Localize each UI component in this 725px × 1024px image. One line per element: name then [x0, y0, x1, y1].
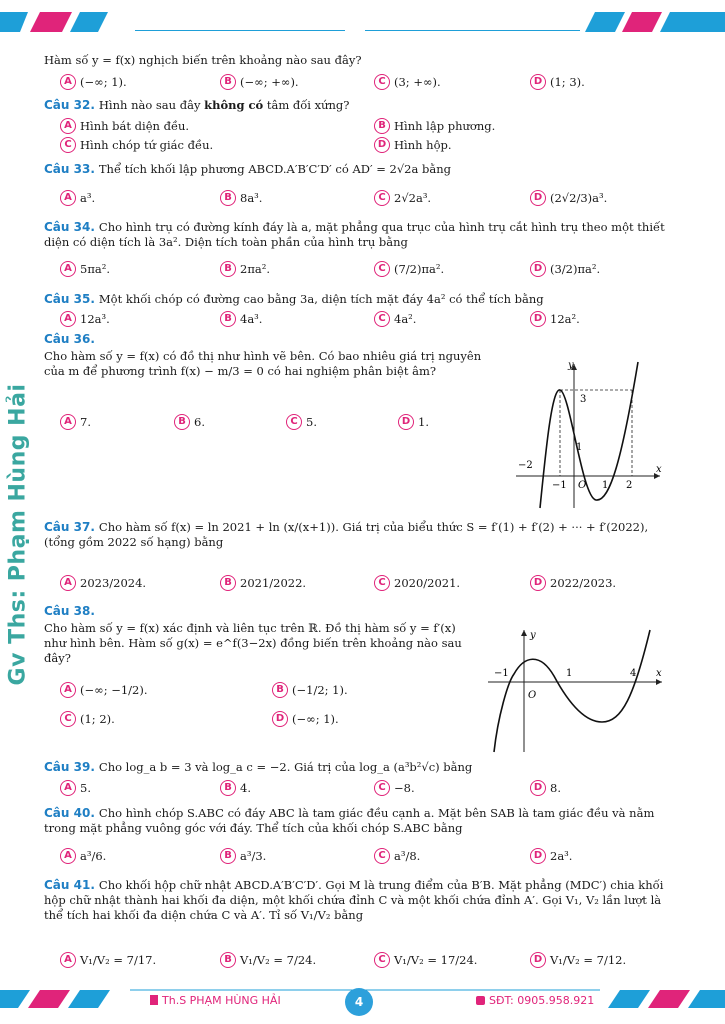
curve: [494, 630, 650, 752]
option-d[interactable]: D 8.: [530, 780, 561, 796]
option-b[interactable]: B 4a³.: [220, 311, 262, 327]
option-c[interactable]: C 2√2a³.: [374, 190, 431, 206]
label-x2: 2: [626, 480, 633, 491]
option-c[interactable]: C Hình chóp tứ giác đều.: [60, 137, 213, 153]
option-d[interactable]: D Hình hộp.: [374, 137, 452, 153]
option-d[interactable]: D 12a².: [530, 311, 580, 327]
option-d[interactable]: D 2022/2023.: [530, 575, 616, 591]
option-a[interactable]: A (−∞; 1).: [60, 74, 127, 90]
label-x: x: [656, 668, 662, 679]
option-a[interactable]: A a³.: [60, 190, 95, 206]
option-d[interactable]: D (3/2)πa².: [530, 261, 600, 277]
question-38: Câu 38. Cho hàm số y = f(x) xác định và liên tục trên ℝ. Đồ thị hàm số y = f′(x) như hình bên. Hàm số g(x) = e^f(3−2x) đồng biến trên khoảng nào sau đây?: [44, 604, 462, 665]
option-c[interactable]: C a³/8.: [374, 848, 420, 864]
label-4: 4: [630, 668, 637, 679]
label-1: 1: [566, 668, 573, 679]
question-34: Câu 34. Cho hình trụ có đường kính đáy là a, mặt phẳng qua trục của hình trụ cắt hình trụ theo một thiết diện có diện tích là 3a². Diện tích toàn phần của hình trụ bằng: [44, 220, 665, 249]
phone-icon: [476, 996, 485, 1005]
option-a[interactable]: A 5.: [60, 780, 91, 796]
option-a[interactable]: A (−∞; −1/2).: [60, 682, 148, 698]
label-1: 1: [576, 442, 583, 453]
option-b[interactable]: B Hình lập phương.: [374, 118, 495, 134]
option-a[interactable]: A 5πa².: [60, 261, 110, 277]
option-b[interactable]: B V₁/V₂ = 7/24.: [220, 952, 316, 968]
label-x1: 1: [602, 480, 609, 491]
option-a[interactable]: A a³/6.: [60, 848, 106, 864]
graph-f-x: [510, 358, 670, 516]
option-c[interactable]: C −8.: [374, 780, 415, 796]
option-b[interactable]: B a³/3.: [220, 848, 266, 864]
option-c[interactable]: C 4a².: [374, 311, 416, 327]
label-origin: O: [578, 480, 587, 491]
graph-f-prime: [484, 626, 669, 756]
question-text: Hàm số y = f(x) nghịch biến trên khoảng nào sau đây?: [44, 53, 362, 67]
option-d[interactable]: D V₁/V₂ = 7/12.: [530, 952, 626, 968]
question-35: Câu 35. Một khối chóp có đường cao bằng 3a, diện tích mặt đáy 4a² có thể tích bằng: [44, 292, 544, 306]
label-neg2: −2: [518, 460, 533, 471]
question-31-tail: [44, 53, 674, 68]
option-b[interactable]: B 8a³.: [220, 190, 262, 206]
option-b[interactable]: B 4.: [220, 780, 251, 796]
option-a[interactable]: A V₁/V₂ = 7/17.: [60, 952, 156, 968]
option-a[interactable]: A 7.: [60, 414, 91, 430]
option-c[interactable]: C (3; +∞).: [374, 74, 441, 90]
option-a[interactable]: A Hình bát diện đều.: [60, 118, 189, 134]
option-b[interactable]: B 2πa².: [220, 261, 270, 277]
option-c[interactable]: C (7/2)πa².: [374, 261, 444, 277]
question-32: Câu 32. Hình nào sau đây không có tâm đối xứng?: [44, 98, 350, 112]
option-d[interactable]: D 1.: [398, 414, 429, 430]
label-neg1: −1: [494, 668, 509, 679]
footer-author: Th.S PHẠM HÙNG HẢI: [150, 994, 281, 1007]
document-icon: [150, 995, 158, 1005]
label-y: y: [568, 360, 574, 371]
header-stripes: [0, 0, 725, 40]
question-33: Câu 33. Thể tích khối lập phương ABCD.A′B′C′D′ có AD′ = 2√2a bằng: [44, 162, 451, 176]
page-number: 4: [345, 988, 373, 1016]
option-b[interactable]: B 2021/2022.: [220, 575, 306, 591]
footer-phone: SĐT: 0905.958.921: [476, 994, 594, 1007]
label-3: 3: [580, 394, 587, 405]
option-c[interactable]: C (1; 2).: [60, 711, 115, 727]
option-b[interactable]: B (−1/2; 1).: [272, 682, 348, 698]
option-a[interactable]: A 2023/2024.: [60, 575, 146, 591]
option-c[interactable]: C 2020/2021.: [374, 575, 460, 591]
option-d[interactable]: D (2√2/3)a³.: [530, 190, 607, 206]
side-watermark: Gv Ths: Phạm Hùng Hải: [5, 383, 31, 686]
label-x: x: [656, 464, 662, 475]
option-b[interactable]: B 6.: [174, 414, 205, 430]
label-origin: O: [528, 690, 537, 701]
question-36: Câu 36. Cho hàm số y = f(x) có đồ thị như hình vẽ bên. Có bao nhiêu giá trị nguyên của m để phương trình f(x) − m/3 = 0 có hai nghiệm phân biệt âm?: [44, 332, 482, 378]
question-37: Câu 37. Cho hàm số f(x) = ln 2021 + ln (x/(x+1)). Giá trị của biểu thức S = f′(1) + f′(2) + ··· + f′(2022), (tổng gồm 2022 số hạng) bằng: [44, 520, 649, 549]
question-40: Câu 40. Cho hình chóp S.ABC có đáy ABC là tam giác đều cạnh a. Mặt bên SAB là tam giác đều và nằm trong mặt phẳng vuông góc với đáy. Thể tích của khối chóp S.ABC bằng: [44, 806, 655, 835]
option-c[interactable]: C V₁/V₂ = 17/24.: [374, 952, 477, 968]
option-b[interactable]: B (−∞; +∞).: [220, 74, 299, 90]
option-d[interactable]: D (−∞; 1).: [272, 711, 339, 727]
question-41: Câu 41. Cho khối hộp chữ nhật ABCD.A′B′C′D′. Gọi M là trung điểm của B′B. Mặt phẳng (MDC′) chia khối hộp chữ nhật thành hai khối đa diện, một khối chứa đỉnh C và một khối chứa đỉnh A′. Gọi V₁, V₂ lần lượt là thể tích hai khối đa diện chứa C và A′. Tỉ số V₁/V₂ bằng: [44, 878, 664, 922]
option-d[interactable]: D 2a³.: [530, 848, 572, 864]
option-c[interactable]: C 5.: [286, 414, 317, 430]
option-d[interactable]: D (1; 3).: [530, 74, 585, 90]
option-a[interactable]: A 12a³.: [60, 311, 110, 327]
label-neg1: −1: [552, 480, 567, 491]
label-y: y: [530, 630, 536, 641]
question-39: Câu 39. Cho log_a b = 3 và log_a c = −2. Giá trị của log_a (a³b²√c) bằng: [44, 760, 473, 774]
